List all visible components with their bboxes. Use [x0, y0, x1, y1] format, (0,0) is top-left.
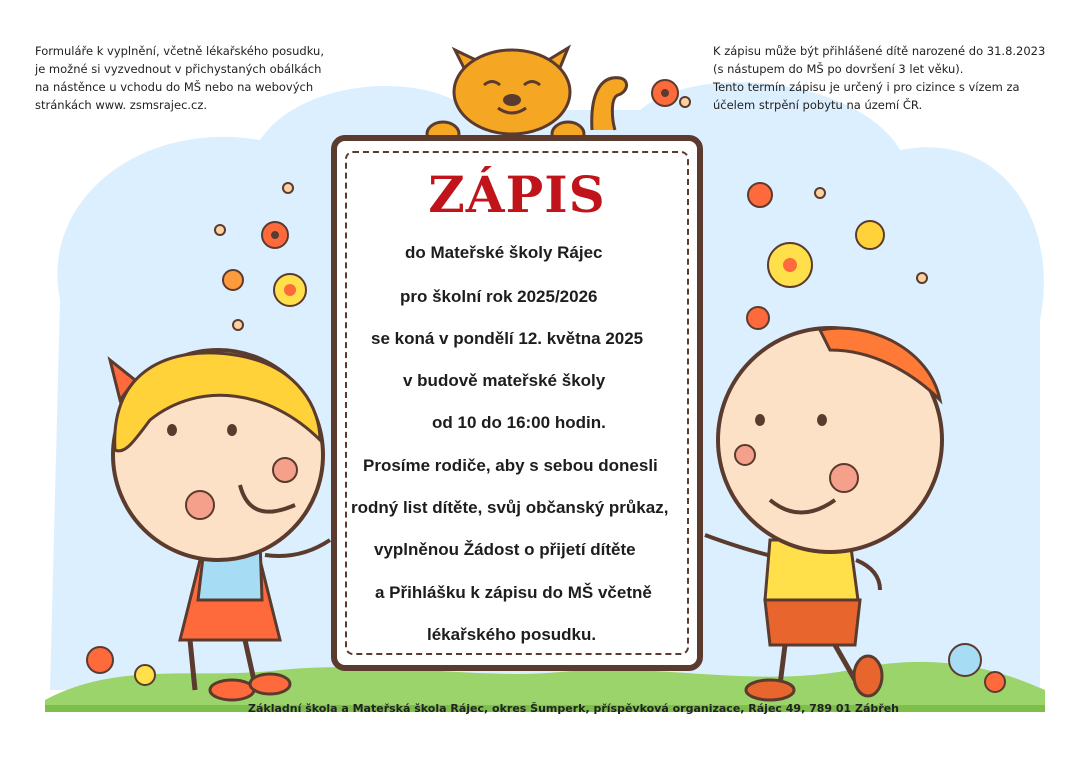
flower-icon [748, 183, 772, 207]
flower-icon [223, 270, 243, 290]
board-line: lékařského posudku. [427, 625, 597, 644]
board-line: vyplněnou Žádost o přijetí dítěte [374, 540, 636, 559]
board-line: rodný list dítěte, svůj občanský průkaz, [351, 498, 669, 517]
flower-icon [856, 221, 884, 249]
board-line: se koná v pondělí 12. května 2025 [371, 329, 644, 348]
flower-icon [747, 307, 769, 329]
forms-info-note: Formuláře k vyplnění, včetně lékařského posudku, je možné si vyzvednout v přichystaných obálkách na nástěnce u vchodu do MŠ nebo na webových stránkách www. zsmsrajec.cz. [35, 44, 324, 112]
board-line: a Přihlášku k zápisu do MŠ včetně [375, 583, 652, 602]
board-line: do Mateřské školy Rájec [405, 243, 603, 262]
eligibility-info-note: K zápisu může být přihlášené dítě narozené do 31.8.2023 (s nástupem do MŠ po dovršení 3 let věku). Tento termín zápisu je určený i pro cizince s vízem za účelem strpění pobytu na území ČR. [713, 44, 1046, 112]
board-line: v budově mateřské školy [403, 371, 606, 390]
board-line: Prosíme rodiče, aby s sebou donesli [363, 456, 658, 475]
flower-icon [262, 222, 288, 248]
board-dashed-border [345, 151, 689, 655]
flower-icon [274, 274, 306, 306]
board-line: od 10 do 16:00 hodin. [432, 413, 606, 432]
school-footer: Základní škola a Mateřská škola Rájec, okres Šumperk, příspěvková organizace, Rájec 49, 789 01 Zábřeh [248, 702, 899, 715]
flower-icon [652, 80, 678, 106]
flower-icon [768, 243, 812, 287]
board-line: pro školní rok 2025/2026 [400, 287, 598, 306]
page-title: ZÁPIS [428, 165, 606, 224]
announcement-board [331, 135, 703, 671]
